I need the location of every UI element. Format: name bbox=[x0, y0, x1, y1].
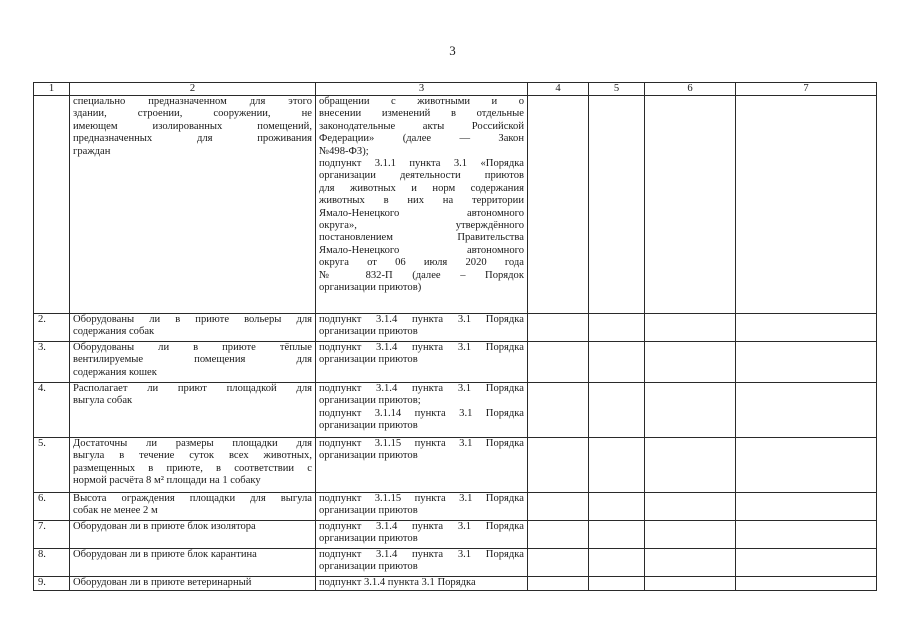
row-number: 4. bbox=[34, 383, 70, 438]
col-5-cell bbox=[589, 438, 645, 493]
basis-line: постановлением Правительства bbox=[319, 232, 524, 244]
checklist-table bbox=[33, 82, 877, 591]
legal-basis bbox=[316, 342, 528, 383]
col-4-cell bbox=[528, 549, 589, 577]
basis-line: № 832-П (далее – Порядок bbox=[319, 269, 524, 281]
question-line: Располагает ли приют площадкой для bbox=[73, 383, 312, 394]
basis-line: Ямало-Ненецкого автономного bbox=[319, 244, 524, 256]
legal-basis bbox=[316, 314, 528, 342]
col-5-cell bbox=[589, 493, 645, 521]
basis-line: округа от 06 июля 2020 года bbox=[319, 257, 524, 269]
col-6-cell bbox=[645, 438, 736, 493]
col-header-4: 4 bbox=[528, 83, 589, 96]
col-header-1: 1 bbox=[34, 83, 70, 96]
requirement-question bbox=[70, 96, 316, 314]
table-row bbox=[34, 549, 877, 577]
basis-line: для животных и норм содержания bbox=[319, 182, 524, 194]
basis-line: организации приютов) bbox=[319, 282, 422, 294]
row-number: 7. bbox=[34, 521, 70, 549]
col-7-cell bbox=[736, 493, 877, 521]
col-5-cell bbox=[589, 314, 645, 342]
question-line: выгула собак bbox=[73, 395, 133, 407]
table-row bbox=[34, 96, 877, 314]
requirement-question bbox=[70, 549, 316, 577]
basis-line: организации приютов; bbox=[319, 395, 421, 407]
question-line: Оборудованы ли в приюте тёплые bbox=[73, 342, 312, 353]
question-line: выгула в течение суток всех животных, bbox=[73, 450, 312, 462]
col-6-cell bbox=[645, 314, 736, 342]
table-row bbox=[34, 383, 877, 438]
table-row bbox=[34, 438, 877, 493]
basis-line: организации приютов bbox=[319, 533, 418, 545]
row-number: 6. bbox=[34, 493, 70, 521]
question-line: здании, строении, сооружении, не bbox=[73, 108, 312, 120]
basis-line: округа», утверждённого bbox=[319, 220, 524, 232]
basis-line: подпункт 3.1.4 пункта 3.1 Порядка bbox=[319, 342, 524, 353]
requirement-question bbox=[70, 342, 316, 383]
question-line: предназначенных для проживания bbox=[73, 133, 312, 145]
col-7-cell bbox=[736, 342, 877, 383]
legal-basis bbox=[316, 383, 528, 438]
col-5-cell bbox=[589, 577, 645, 591]
basis-line: организации приютов bbox=[319, 354, 418, 366]
basis-line: подпункт 3.1.4 пункта 3.1 Порядка bbox=[319, 521, 524, 532]
col-4-cell bbox=[528, 314, 589, 342]
col-6-cell bbox=[645, 383, 736, 438]
col-5-cell bbox=[589, 96, 645, 314]
col-5-cell bbox=[589, 383, 645, 438]
col-4-cell bbox=[528, 96, 589, 314]
col-7-cell bbox=[736, 438, 877, 493]
basis-line: организации приютов bbox=[319, 420, 418, 432]
requirement-question bbox=[70, 493, 316, 521]
col-4-cell bbox=[528, 342, 589, 383]
basis-line: подпункт 3.1.4 пункта 3.1 Порядка bbox=[319, 577, 476, 588]
question-line: вентилируемые помещения для bbox=[73, 354, 312, 366]
table-row bbox=[34, 493, 877, 521]
col-7-cell bbox=[736, 314, 877, 342]
question-line: Оборудован ли в приюте блок изолятора bbox=[73, 521, 256, 532]
col-7-cell bbox=[736, 577, 877, 591]
col-7-cell bbox=[736, 521, 877, 549]
legal-basis bbox=[316, 493, 528, 521]
question-line: Высота ограждения площадки для выгула bbox=[73, 493, 312, 504]
row-number: 8. bbox=[34, 549, 70, 577]
row-number: 2. bbox=[34, 314, 70, 342]
requirement-question bbox=[70, 314, 316, 342]
page-number: 3 bbox=[449, 43, 456, 58]
basis-line: организации приютов bbox=[319, 450, 418, 462]
header-row bbox=[34, 83, 877, 96]
col-header-7: 7 bbox=[736, 83, 877, 96]
col-6-cell bbox=[645, 577, 736, 591]
col-6-cell bbox=[645, 521, 736, 549]
col-7-cell bbox=[736, 549, 877, 577]
requirement-question bbox=[70, 438, 316, 493]
table-row bbox=[34, 521, 877, 549]
row-number: 5. bbox=[34, 438, 70, 493]
question-line: Оборудован ли в приюте ветеринарный bbox=[73, 577, 252, 588]
basis-line: животных в них на территории bbox=[319, 195, 524, 207]
col-4-cell bbox=[528, 493, 589, 521]
legal-basis bbox=[316, 577, 528, 591]
basis-line: организации приютов bbox=[319, 561, 418, 573]
basis-line: Ямало-Ненецкого автономного bbox=[319, 207, 524, 219]
question-line: собак не менее 2 м bbox=[73, 505, 158, 517]
question-line: специально предназначенном для этого bbox=[73, 96, 312, 107]
basis-line: обращении с животными и о bbox=[319, 96, 524, 107]
legal-basis bbox=[316, 549, 528, 577]
basis-line: подпункт 3.1.4 пункта 3.1 Порядка bbox=[319, 549, 524, 560]
basis-line: организации деятельности приютов bbox=[319, 170, 524, 182]
table-row bbox=[34, 577, 877, 591]
legal-basis bbox=[316, 521, 528, 549]
col-header-5: 5 bbox=[589, 83, 645, 96]
basis-line: №498-ФЗ); bbox=[319, 145, 369, 157]
col-6-cell bbox=[645, 549, 736, 577]
question-line: Достаточны ли размеры площадки для bbox=[73, 438, 312, 449]
row-number: 3. bbox=[34, 342, 70, 383]
legal-basis bbox=[316, 96, 528, 314]
requirement-question bbox=[70, 383, 316, 438]
basis-line: Федерации» (далее — Закон bbox=[319, 133, 524, 145]
legal-basis bbox=[316, 438, 528, 493]
basis-line: подпункт 3.1.4 пункта 3.1 Порядка bbox=[319, 383, 524, 394]
col-6-cell bbox=[645, 493, 736, 521]
requirement-question bbox=[70, 577, 316, 591]
question-line: имеющем изолированных помещений, bbox=[73, 120, 312, 132]
question-line: содержания кошек bbox=[73, 366, 157, 378]
basis-line: законодательные акты Российской bbox=[319, 120, 524, 132]
basis-line: подпункт 3.1.1 пункта 3.1 «Порядка bbox=[319, 158, 524, 170]
basis-line: внесении изменений в отдельные bbox=[319, 108, 524, 120]
col-header-2: 2 bbox=[70, 83, 316, 96]
table-row bbox=[34, 342, 877, 383]
question-line: Оборудованы ли в приюте вольеры для bbox=[73, 314, 312, 325]
row-number: 9. bbox=[34, 577, 70, 591]
col-4-cell bbox=[528, 521, 589, 549]
col-6-cell bbox=[645, 96, 736, 314]
question-line: нормой расчёта 8 м² площади на 1 собаку bbox=[73, 475, 261, 487]
col-header-3: 3 bbox=[316, 83, 528, 96]
question-line: размещенных в приюте, в соответствии с bbox=[73, 462, 312, 474]
row-number bbox=[34, 96, 70, 314]
col-7-cell bbox=[736, 383, 877, 438]
basis-line: подпункт 3.1.14 пункта 3.1 Порядка bbox=[319, 407, 524, 419]
basis-line: подпункт 3.1.15 пункта 3.1 Порядка bbox=[319, 493, 524, 504]
col-5-cell bbox=[589, 549, 645, 577]
basis-line: организации приютов bbox=[319, 326, 418, 338]
question-line: граждан bbox=[73, 145, 111, 157]
basis-line: подпункт 3.1.15 пункта 3.1 Порядка bbox=[319, 438, 524, 449]
col-4-cell bbox=[528, 438, 589, 493]
table-row bbox=[34, 314, 877, 342]
col-5-cell bbox=[589, 342, 645, 383]
col-4-cell bbox=[528, 383, 589, 438]
col-6-cell bbox=[645, 342, 736, 383]
col-header-6: 6 bbox=[645, 83, 736, 96]
question-line: Оборудован ли в приюте блок карантина bbox=[73, 549, 257, 560]
col-5-cell bbox=[589, 521, 645, 549]
question-line: содержания собак bbox=[73, 326, 155, 338]
requirement-question bbox=[70, 521, 316, 549]
basis-line: подпункт 3.1.4 пункта 3.1 Порядка bbox=[319, 314, 524, 325]
col-7-cell bbox=[736, 96, 877, 314]
basis-line: организации приютов bbox=[319, 505, 418, 517]
col-4-cell bbox=[528, 577, 589, 591]
